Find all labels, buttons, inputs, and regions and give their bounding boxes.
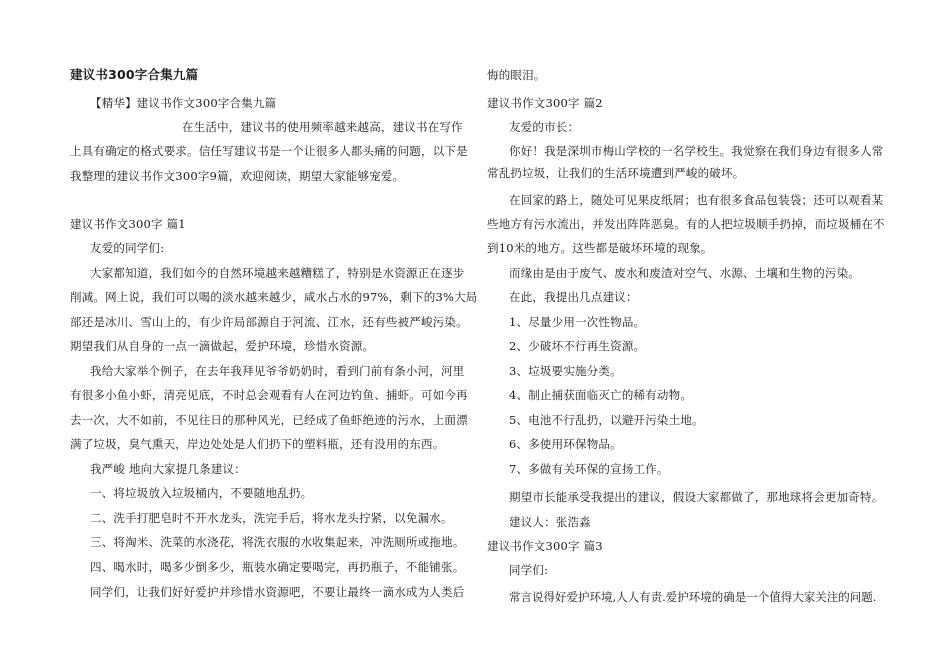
intro-line: 上具有确定的格式要求。信任写建议书是一个让很多人都头痛的问题，以下是 xyxy=(70,144,468,158)
article-heading: 建议书作文300字 篇1 xyxy=(70,217,186,231)
document-title: 建议书300字合集九篇 xyxy=(70,67,199,82)
paragraph-line: 在此，我提出几点建议： xyxy=(509,290,638,304)
signature: 建议人：张浩淼 xyxy=(509,515,591,529)
list-item: 4、制止捕获面临灭亡的稀有动物。 xyxy=(509,388,693,402)
paragraph-line: 常言说得好爱护环境,人人有责.爱护环境的确是一个值得大家关注的问题. xyxy=(509,590,877,604)
paragraph-line: 期望我们从自身的一点一滴做起，爱护环境，珍惜水资源。 xyxy=(70,339,375,353)
intro-line: 我整理的建议书作文300字9篇，欢迎阅读，期望大家能够宠爱。 xyxy=(70,169,405,183)
list-item: 6、多使用环保物品。 xyxy=(509,437,622,451)
intro-line: 在生活中，建议书的使用频率越来越高，建议书在写作 xyxy=(182,120,463,134)
list-item: 3、垃圾要实施分类。 xyxy=(509,364,622,378)
paragraph-line: 在回家的路上，随处可见果皮纸屑；也有很多食品包装袋；还可以观看某 xyxy=(509,193,884,207)
paragraph-line: 我严峻 地向大家提几条建议： xyxy=(90,462,246,476)
list-item: 1、尽量少用一次性物品。 xyxy=(509,315,646,329)
list-item: 2、少破坏不行再生资源。 xyxy=(509,339,646,353)
paragraph-line: 去一次，大不如前，不见往日的那种风光，已经成了鱼虾绝迹的污水，上面漂 xyxy=(70,413,468,427)
paragraph-line: 常乱扔垃圾，让我们的生活环境遭到严峻的破坏。 xyxy=(487,166,745,180)
paragraph-line: 大家都知道，我们如今的自然环境越来越糟糕了，特别是水资源正在逐步 xyxy=(90,266,465,280)
paragraph-line: 而缘由是由于废气、废水和废渣对空气、水源、土壤和生物的污染。 xyxy=(509,266,860,280)
paragraph-line: 我给大家举个例子，在去年我拜见爷爷奶奶时，看到门前有条小河，河里 xyxy=(90,364,465,378)
paragraph-line: 有很多小鱼小虾，清亮见底，不时总会观看有人在河边钓鱼、捕虾。可如今再 xyxy=(70,388,468,402)
list-item: 三、将淘米、洗菜的水浇花，将洗衣服的水收集起来，冲洗厕所或拖地。 xyxy=(90,535,465,549)
article-heading: 建议书作文300字 篇3 xyxy=(487,539,603,553)
list-item: 二、洗手打肥皂时不开水龙头，洗完手后，将水龙头拧紧，以免漏水。 xyxy=(90,511,453,525)
paragraph-line: 你好！我是深圳市梅山学校的一名学校生。我觉察在我们身边有很多人常 xyxy=(509,144,884,158)
paragraph-line: 到10米的地方。这些都是破坏环境的现象。 xyxy=(487,241,713,255)
paragraph-line: 悔的眼泪。 xyxy=(487,68,546,82)
greeting: 友爱的市长： xyxy=(509,120,580,134)
greeting: 同学们: xyxy=(509,563,549,577)
paragraph-line: 部还是冰川、雪山上的，有少许局部源自于河流、江水，还有些被严峻污染。 xyxy=(70,315,468,329)
document-subtitle: 【精华】建议书作文300字合集九篇 xyxy=(90,96,277,110)
list-item: 7、多做有关环保的宣扬工作。 xyxy=(509,462,669,476)
paragraph-line: 些地方有污水流出，并发出阵阵恶臭。有的人把垃圾顺手扔掉，而垃圾桶在不 xyxy=(487,217,885,231)
list-item: 四、喝水时，喝多少倒多少，瓶装水确定要喝完，再扔瓶子，不能铺张。 xyxy=(90,560,465,574)
greeting: 友爱的同学们: xyxy=(90,241,165,255)
paragraph-line: 削减。网上说，我们可以喝的淡水越来越少，咸水占水的97%，剩下的3%大局 xyxy=(70,290,478,304)
paragraph-line: 满了垃圾，臭气熏天，岸边处处是人们扔下的塑料瓶，还有没用的东西。 xyxy=(70,437,445,451)
list-item: 一、将垃圾放入垃圾桶内，不要随地乱扔。 xyxy=(90,486,313,500)
paragraph-line: 期望市长能承受我提出的建议，假设大家都做了，那地球将会更加奇特。 xyxy=(509,490,884,504)
list-item: 5、电池不行乱扔，以避开污染土地。 xyxy=(509,413,704,427)
article-heading: 建议书作文300字 篇2 xyxy=(487,96,603,110)
paragraph-line: 同学们，让我们好好爱护并珍惜水资源吧，不要让最终一滴水成为人类后 xyxy=(90,585,465,599)
